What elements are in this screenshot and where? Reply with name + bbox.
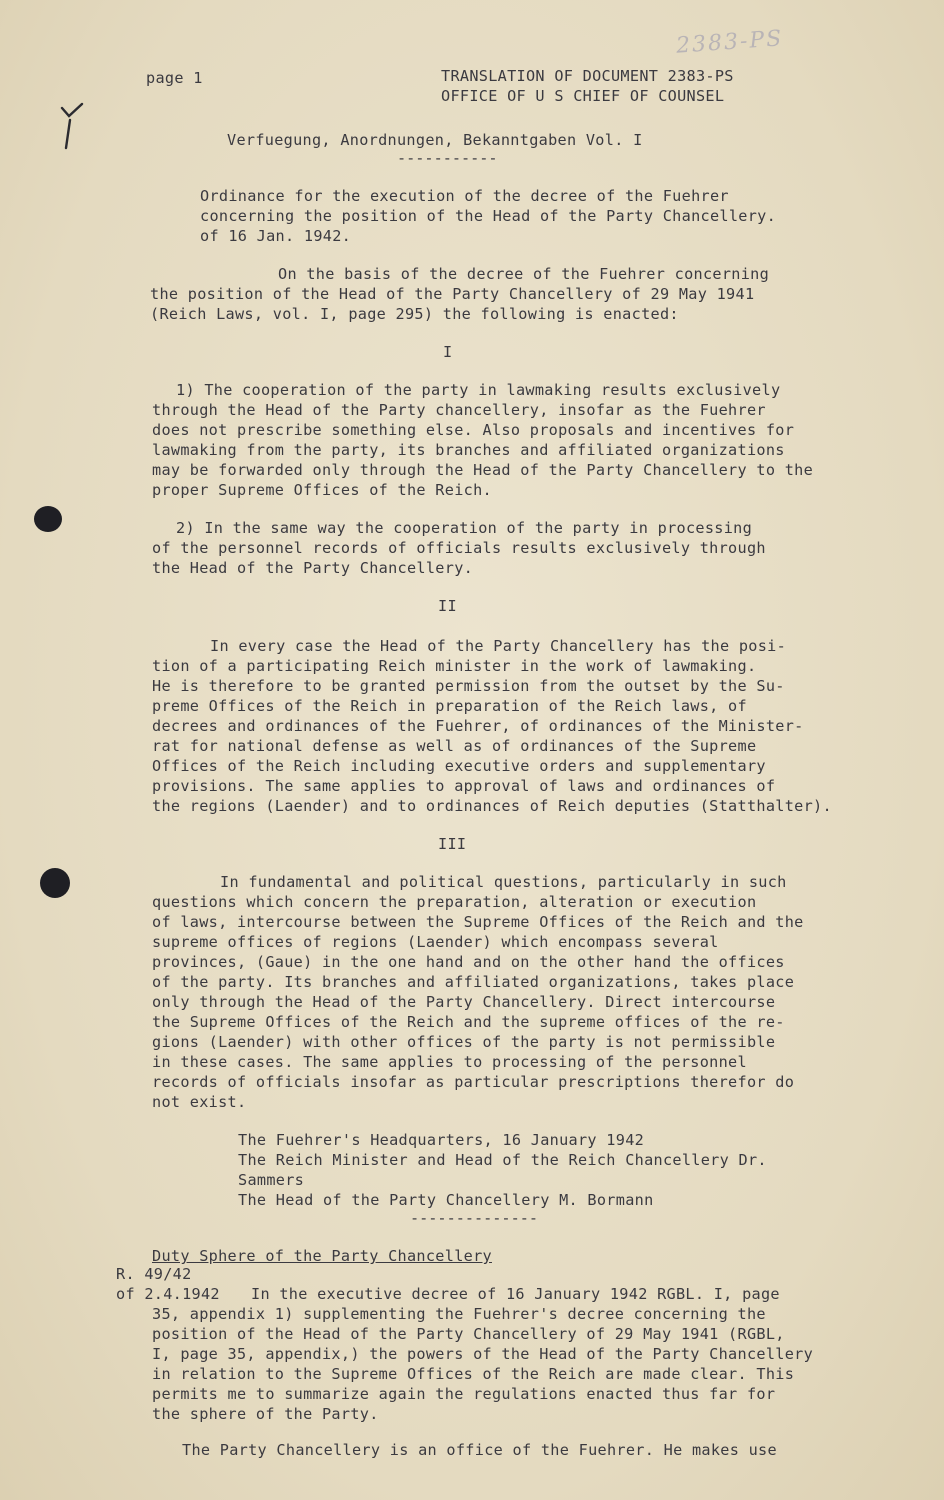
section-1-para-1-line: does not prescribe something else. Also proposals and incentives for: [152, 421, 795, 439]
duty-text-line: position of the Head of the Party Chancellery of 29 May 1941 (RGBL,: [152, 1325, 785, 1343]
duty-sphere-heading: Duty Sphere of the Party Chancellery: [152, 1247, 492, 1265]
section-2-line: In every case the Head of the Party Chancellery has the posi-: [210, 637, 787, 655]
translation-title: TRANSLATION OF DOCUMENT 2383-PS: [441, 67, 734, 85]
duty-text-line: in relation to the Supreme Offices of the Reich are made clear. This: [152, 1365, 795, 1383]
section-2-line: Offices of the Reich including executive orders and supplementary: [152, 757, 766, 775]
section-3-line: only through the Head of the Party Chancellery. Direct intercourse: [152, 993, 776, 1011]
section-3-line: of the party. Its branches and affiliated organizations, takes place: [152, 973, 795, 991]
preamble-line: the position of the Head of the Party Chancellery of 29 May 1941: [150, 285, 755, 303]
handwritten-document-number: 2383-PS: [675, 26, 785, 59]
ordinance-title-line: Ordinance for the execution of the decree of the Fuehrer: [200, 187, 729, 205]
section-heading-3: III: [438, 835, 467, 853]
section-3-line: questions which concern the preparation, alteration or execution: [152, 893, 757, 911]
duty-text-line: I, page 35, appendix,) the powers of the Head of the Party Chancellery: [152, 1345, 814, 1363]
section-3-line: the Supreme Offices of the Reich and the supreme offices of the re-: [152, 1013, 785, 1031]
signature-line: The Head of the Party Chancellery M. Bormann: [238, 1191, 654, 1209]
section-1-para-2-line: 2) In the same way the cooperation of the party in processing: [176, 519, 753, 537]
section-2-line: the regions (Laender) and to ordinances of Reich deputies (Statthalter).: [152, 797, 832, 815]
preamble-line: On the basis of the decree of the Fuehrer concerning: [278, 265, 770, 283]
section-1-para-1-line: lawmaking from the party, its branches and affiliated organizations: [152, 441, 785, 459]
section-1-para-1-line: may be forwarded only through the Head of the Party Chancellery to the: [152, 461, 814, 479]
punch-hole-top: [34, 506, 62, 532]
duty-reference-number: R. 49/42: [116, 1265, 192, 1283]
section-3-line: supreme offices of regions (Laender) which encompass several: [152, 933, 719, 951]
section-1-para-1-line: 1) The cooperation of the party in lawmaking results exclusively: [176, 381, 781, 399]
source-underline: -----------: [397, 149, 498, 167]
duty-text-line: the sphere of the Party.: [152, 1405, 379, 1423]
duty-last-line: The Party Chancellery is an office of the Fuehrer. He makes use: [182, 1441, 777, 1459]
section-3-line: not exist.: [152, 1093, 247, 1111]
section-1-para-2-line: of the personnel records of officials results exclusively through: [152, 539, 766, 557]
duty-text-line: In the executive decree of 16 January 1942 RGBL. I, page: [251, 1285, 780, 1303]
section-1-para-1-line: through the Head of the Party chancellery, insofar as the Fuehrer: [152, 401, 766, 419]
signature-line: The Reich Minister and Head of the Reich Chancellery Dr.: [238, 1151, 767, 1169]
pencil-tick-mark-icon: [58, 98, 88, 152]
section-3-line: provinces, (Gaue) in the one hand and on the other hand the offices: [152, 953, 785, 971]
signature-line: The Fuehrer's Headquarters, 16 January 1942: [238, 1131, 645, 1149]
section-2-line: decrees and ordinances of the Fuehrer, of ordinances of the Minister-: [152, 717, 804, 735]
section-heading-2: II: [438, 597, 457, 615]
preamble-line: (Reich Laws, vol. I, page 295) the following is enacted:: [150, 305, 679, 323]
section-2-line: He is therefore to be granted permission from the outset by the Su-: [152, 677, 785, 695]
source-reference: Verfuegung, Anordnungen, Bekanntgaben Vol. I: [227, 131, 643, 149]
duty-text-line: permits me to summarize again the regulations enacted thus far for: [152, 1385, 776, 1403]
section-2-line: preme Offices of the Reich in preparation of the Reich laws, of: [152, 697, 747, 715]
signature-underline: --------------: [410, 1209, 539, 1227]
section-1-para-2-line: the Head of the Party Chancellery.: [152, 559, 474, 577]
section-3-line: records of officials insofar as particular prescriptions therefor do: [152, 1073, 795, 1091]
section-1-para-1-line: proper Supreme Offices of the Reich.: [152, 481, 492, 499]
duty-reference-date: of 2.4.1942: [116, 1285, 220, 1303]
section-3-line: in these cases. The same applies to processing of the personnel: [152, 1053, 747, 1071]
section-3-line: of laws, intercourse between the Supreme Offices of the Reich and the: [152, 913, 804, 931]
page-label: page 1: [146, 69, 203, 87]
office-title: OFFICE OF U S CHIEF OF COUNSEL: [441, 87, 725, 105]
section-2-line: rat for national defense as well as of ordinances of the Supreme: [152, 737, 757, 755]
section-heading-1: I: [443, 343, 453, 361]
section-2-line: provisions. The same applies to approval of laws and ordinances of: [152, 777, 776, 795]
ordinance-title-line: concerning the position of the Head of the Party Chancellery.: [200, 207, 777, 225]
section-2-line: tion of a participating Reich minister in the work of lawmaking.: [152, 657, 757, 675]
section-3-line: In fundamental and political questions, particularly in such: [220, 873, 787, 891]
duty-text-line: 35, appendix 1) supplementing the Fuehrer's decree concerning the: [152, 1305, 766, 1323]
section-3-line: gions (Laender) with other offices of the party is not permissible: [152, 1033, 776, 1051]
signature-line: Sammers: [238, 1171, 305, 1189]
punch-hole-bottom: [40, 868, 70, 898]
ordinance-title-line: of 16 Jan. 1942.: [200, 227, 352, 245]
